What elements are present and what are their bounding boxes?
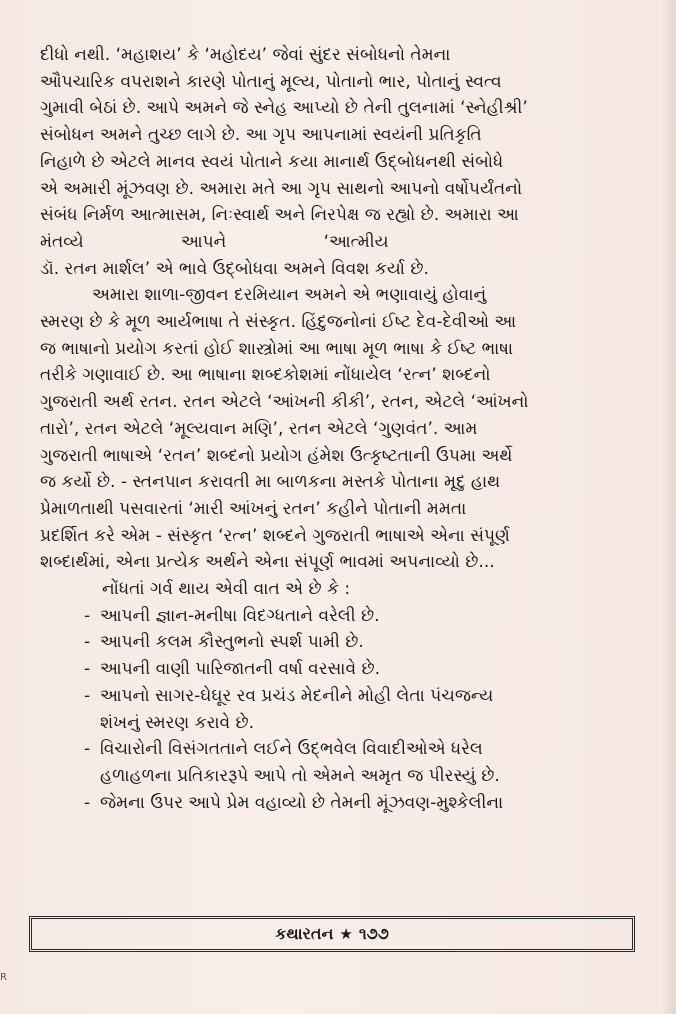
points-list bbox=[40, 603, 628, 817]
paragraph-1 bbox=[40, 42, 628, 282]
text-line: ગુજરાતી અર્થ રતન. રતન એટલે ‘આંખની કીકી’, રતન, એટલે ‘આંખનો bbox=[40, 392, 529, 413]
scan-corner-mark: R bbox=[0, 972, 7, 983]
paragraph-2 bbox=[40, 282, 628, 576]
text-line: પ્રેમાળતાથી પસવારતાં ‘મારી આંખનું રતન’ કહીને પોતાની મમતા bbox=[40, 498, 467, 519]
page-footer bbox=[29, 916, 635, 952]
book-title: કથારતન bbox=[275, 924, 334, 943]
text-line: શબ્દાર્થમાં, એના પ્રત્યેક અર્થને એના સંપૂર્ણ ભાવમાં અપનાવ્યો છે... bbox=[40, 552, 495, 573]
dash-bullet: - bbox=[84, 605, 91, 626]
dash-bullet: - bbox=[84, 659, 91, 680]
text-line: નિહાળે છે એટલે માનવ સ્વયં પોતાને કયા માનાર્થ ઉદ્‌બોધનથી સંબોધે bbox=[40, 151, 504, 172]
text-line: અમારા શાળા-જીવન દરમિયાન અમને એ ભણાવાયું હોવાનું bbox=[92, 285, 487, 306]
list-item-text: આપની જ્ઞાન-મનીષા વિદગ્ધતાને વરેલી છે. bbox=[100, 605, 380, 626]
dash-bullet: - bbox=[84, 792, 91, 813]
list-item-text: વિચારોની વિસંગતતાને લઈને ઉદ્‌ભવેલ વિવાદીઓએ ધરેલ bbox=[100, 739, 483, 760]
list-item-text-continued: શંખનું સ્મરણ કરાવે છે. bbox=[100, 712, 255, 733]
text-line: ડૉ. રતન માર્શલ’ એ ભાવે ઉદ્‌બોધવા અમને વિવશ કર્યા છે. bbox=[40, 258, 429, 279]
list-item bbox=[40, 603, 628, 630]
list-item bbox=[40, 790, 628, 817]
text-line: તરીકે ગણાવાઈ છે. આ ભાષાના શબ્દકોશમાં નોંધાયેલ ‘રત્ન’ શબ્દનો bbox=[40, 365, 491, 386]
text-line: એ અમારી મૂંઝવણ છે. અમારા મતે આ ગૃપ સાથનો આપનો વર્ષોપર્યંતનો bbox=[40, 178, 523, 199]
dash-bullet: - bbox=[84, 739, 91, 760]
dash-bullet: - bbox=[84, 632, 91, 653]
text-line: ઔપચારિક વપરાશને કારણે પોતાનું મૂલ્ય, પોતાનો ભાર, પોતાનું સ્વત્વ bbox=[40, 71, 502, 92]
list-item bbox=[40, 683, 628, 736]
page-body bbox=[40, 42, 628, 816]
text-line: તારો’, રતન એટલે ‘મૂલ્યવાન મણિ’, રતન એટલે ‘ગુણવંત’. આમ bbox=[40, 418, 478, 439]
text-line: સંબંધ નિર્મળ આત્માસમ, નિઃસ્વાર્થ અને નિરપેક્ષ જ રહ્યો છે. અમારા આ bbox=[40, 205, 519, 226]
list-item-text-continued: હળાહળના પ્રતિકારરૂપે આપે તો એમને અમૃત જ પીરસ્યું છે. bbox=[100, 765, 500, 786]
list-item bbox=[40, 656, 628, 683]
text-line: ગુમાવી બેઠાં છે. આપે અમને જે સ્નેહ આપ્યો છે તેની તુલનામાં ‘સ્નેહીશ્રી’ bbox=[40, 98, 528, 119]
footer-content bbox=[275, 924, 389, 944]
list-item-text: આપની વાણી પારિજાતની વર્ષા વરસાવે છે. bbox=[100, 659, 380, 680]
list-item bbox=[40, 629, 628, 656]
list-item-text: આપની કલમ કૌસ્તુભનો સ્પર્શ પામી છે. bbox=[100, 632, 364, 653]
star-icon: ★ bbox=[339, 925, 353, 943]
list-item-text: આપનો સાગર-ઘેઘૂર રવ પ્રચંડ મેદનીને મોહી લેતા પંચજન્ય bbox=[100, 685, 494, 706]
text-line: સ્મરણ છે કે મૂળ આર્યભાષા તે સંસ્કૃત. હિંદુજનોનાં ઈષ્ટ દેવ-દેવીઓ આ bbox=[40, 312, 517, 333]
list-intro: નોંધતાં ગર્વ થાય એવી વાત એ છે કે : bbox=[102, 579, 351, 600]
text-line: જ કર્યો છે. - સ્તનપાન કરાવતી મા બાળકના મસ્તકે પોતાના મૃદુ હાથ bbox=[40, 472, 501, 493]
text-line: દીધો નથી. ‘મહાશય’ કે ‘મહોદય’ જેવાં સુંદર સંબોધનો તેમના bbox=[40, 45, 451, 65]
dash-bullet: - bbox=[84, 685, 91, 706]
text-line: પ્રદર્શિત કરે એમ - સંસ્કૃત ‘રત્ન’ શબ્દને ગુજરાતી ભાષાએ એના સંપૂર્ણ bbox=[40, 525, 510, 546]
page-number: ૧૭૭ bbox=[358, 924, 389, 943]
text-line: ગુજરાતી ભાષાએ ‘રતન’ શબ્દનો પ્રયોગ હંમેશ ઉત્કૃષ્ટતાની ઉપમા અર્થે bbox=[40, 445, 513, 466]
text-line: મંતવ્યે આપને ‘આત્મીય bbox=[40, 231, 389, 252]
list-item bbox=[40, 736, 628, 789]
list-item-text: જેમના ઉપર આપે પ્રેમ વહાવ્યો છે તેમની મૂંઝવણ-મુશ્કેલીના bbox=[100, 792, 504, 813]
page-edge-shadow bbox=[662, 0, 676, 1014]
text-line: જ ભાષાનો પ્રયોગ કરતાં હોઈ શાસ્ત્રોમાં આ ભાષા મૂળ ભાષા કે ઈષ્ટ ભાષા bbox=[40, 338, 513, 359]
text-line: સંબોધન અમને તુચ્છ લાગે છે. આ ગૃપ આપનામાં સ્વયંની પ્રતિકૃતિ bbox=[40, 125, 482, 146]
